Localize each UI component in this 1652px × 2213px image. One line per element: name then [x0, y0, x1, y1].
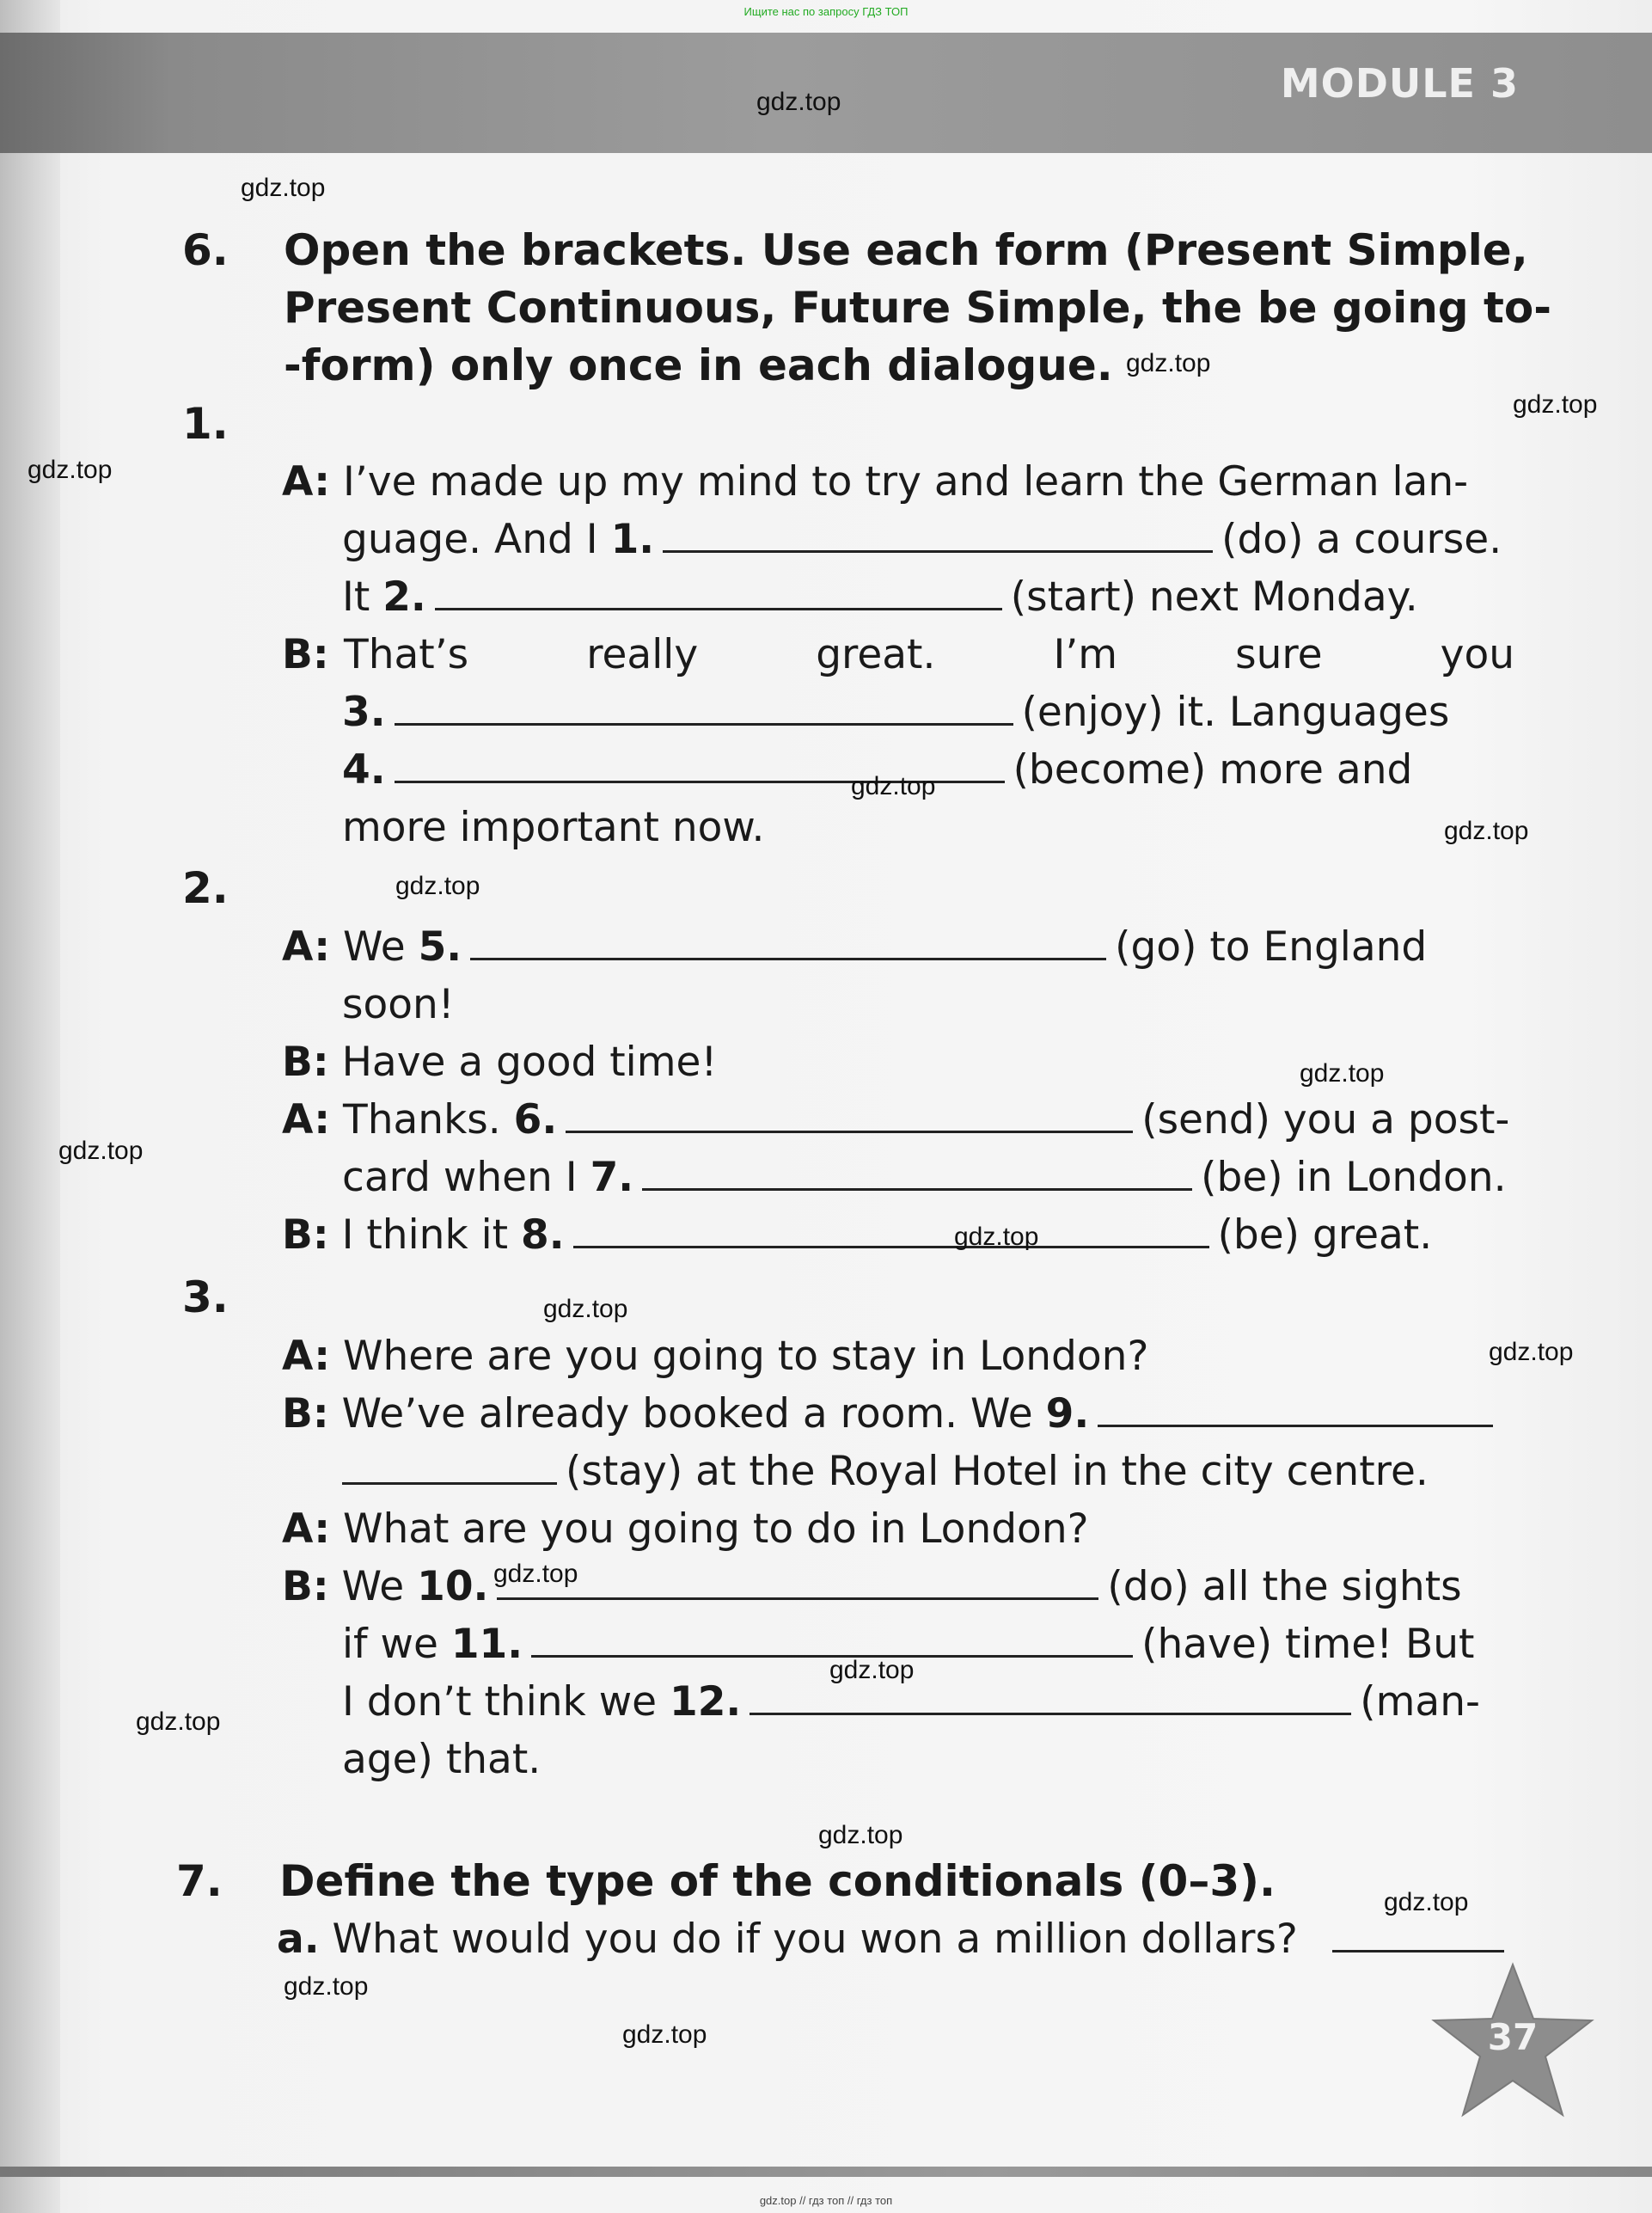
dialogue-text: Have a good time!	[341, 1039, 718, 1086]
speaker-label: B:	[282, 1211, 329, 1259]
watermark: gdz.top	[756, 88, 841, 116]
bottom-note: gdz.top // гдз топ // гдз топ	[759, 2194, 893, 2207]
dialogue-3-number: 3.	[182, 1272, 229, 1322]
dialogue-1-line-2	[342, 511, 1502, 568]
answer-blank-8[interactable]	[573, 1215, 1209, 1248]
dialogue-2-line-1	[282, 918, 1427, 976]
dialogue-text: It	[342, 573, 383, 621]
dialogue-text: I’ve made up my mind to try and learn the German lan-	[343, 458, 1469, 506]
task-6-instruction-line-3: -form) only once in each dialogue.	[284, 340, 1113, 390]
speaker-label: B:	[282, 1563, 329, 1610]
speaker-label: A:	[282, 1333, 331, 1380]
watermark: gdz.top	[28, 456, 113, 484]
watermark: gdz.top	[493, 1560, 578, 1588]
watermark: gdz.top	[543, 1295, 628, 1323]
speaker-label: B:	[282, 1039, 329, 1086]
question-text: What would you do if you won a million dollars?	[332, 1916, 1298, 1963]
gap-number: 11.	[450, 1621, 523, 1668]
dialogue-text: (man-	[1360, 1678, 1480, 1726]
dialogue-text: (become) more and	[1013, 746, 1413, 794]
answer-blank-5[interactable]	[470, 927, 1106, 960]
answer-blank-12[interactable]	[750, 1682, 1351, 1715]
gap-number: 4.	[342, 746, 386, 794]
dialogue-2-line-3	[282, 1033, 717, 1091]
answer-blank-3[interactable]	[395, 692, 1013, 726]
speaker-label: A:	[282, 923, 331, 971]
dialogue-text: We’ve already booked a room. We	[341, 1390, 1046, 1438]
gap-number: 12.	[670, 1678, 742, 1726]
module-title: MODULE 3	[1280, 60, 1519, 107]
dialogue-1-number: 1.	[182, 399, 229, 449]
gap-number: 5.	[418, 923, 462, 971]
answer-blank-11[interactable]	[531, 1624, 1133, 1658]
answer-blank-9-part-1[interactable]	[1098, 1394, 1493, 1427]
gap-number: 3.	[342, 689, 386, 736]
dialogue-text: (stay) at the Royal Hotel in the city centre.	[566, 1448, 1429, 1495]
dialogue-text: (have) time! But	[1141, 1621, 1475, 1668]
speaker-label: A:	[282, 1096, 331, 1143]
dialogue-word: I’m	[1053, 631, 1118, 678]
watermark: gdz.top	[1300, 1059, 1385, 1088]
gap-number: 2.	[382, 573, 426, 621]
dialogue-word: sure	[1235, 631, 1323, 678]
speaker-label: B:	[282, 1390, 329, 1438]
task-7-item-a	[277, 1910, 1513, 1968]
watermark: gdz.top	[1384, 1888, 1469, 1916]
speaker-label: A:	[282, 458, 331, 506]
watermark: gdz.top	[136, 1707, 221, 1736]
gap-number: 10.	[417, 1563, 489, 1610]
gap-number: 6.	[513, 1096, 558, 1143]
watermark: gdz.top	[829, 1656, 915, 1684]
dialogue-text: I think it	[341, 1211, 522, 1259]
task-6-number: 6.	[182, 225, 229, 275]
dialogue-text: (be) in London.	[1201, 1154, 1507, 1201]
task-7-number: 7.	[176, 1856, 223, 1906]
answer-blank-9-part-2[interactable]	[342, 1451, 557, 1485]
dialogue-text: (do) a course.	[1221, 516, 1502, 563]
dialogue-2-line-2: soon!	[342, 981, 455, 1028]
dialogue-3-line-3	[342, 1443, 1429, 1500]
gap-number: 1.	[610, 516, 655, 563]
watermark: gdz.top	[58, 1137, 144, 1165]
watermark: gdz.top	[851, 772, 936, 800]
dialogue-text: card when I	[342, 1154, 590, 1201]
task-7-heading: Define the type of the conditionals (0–3).	[279, 1856, 1276, 1906]
answer-blank-10[interactable]	[497, 1566, 1098, 1600]
dialogue-text: (go) to England	[1115, 923, 1428, 971]
dialogue-3-line-1	[282, 1327, 1148, 1385]
task-6-instruction-line-1: Open the brackets. Use each form (Present Simple,	[284, 225, 1528, 275]
task-6-instruction-line-2: Present Continuous, Future Simple, the be going to-	[284, 283, 1551, 333]
dialogue-text: (be) great.	[1217, 1211, 1433, 1259]
gap-number: 8.	[521, 1211, 565, 1259]
speaker-label: A:	[282, 1505, 331, 1553]
top-note: Ищите нас по запросу ГДЗ ТОП	[743, 5, 909, 18]
dialogue-text: What are you going to do in London?	[343, 1505, 1089, 1553]
dialogue-3-line-2	[282, 1385, 1502, 1443]
dialogue-text: Thanks.	[343, 1096, 514, 1143]
dialogue-text: We	[343, 923, 419, 971]
watermark: gdz.top	[1489, 1338, 1574, 1366]
watermark: gdz.top	[1513, 390, 1598, 419]
dialogue-word: really	[586, 631, 699, 678]
dialogue-1-line-7: more important now.	[342, 804, 765, 851]
dialogue-1-line-4	[282, 626, 329, 684]
dialogue-2-line-5	[342, 1149, 1507, 1206]
watermark: gdz.top	[1126, 349, 1211, 377]
dialogue-word: great.	[816, 631, 936, 678]
dialogue-2-line-6	[282, 1206, 1432, 1264]
dialogue-text: (do) all the sights	[1107, 1563, 1462, 1610]
watermark: gdz.top	[395, 872, 480, 900]
dialogue-1-line-3	[342, 568, 1418, 626]
item-label: a.	[277, 1916, 320, 1963]
dialogue-1-line-1	[282, 453, 1468, 511]
watermark: gdz.top	[241, 174, 326, 202]
gap-number: 7.	[590, 1154, 634, 1201]
watermark: gdz.top	[818, 1821, 903, 1849]
watermark: gdz.top	[1444, 817, 1529, 845]
dialogue-word: That’s	[344, 631, 469, 678]
watermark: gdz.top	[954, 1223, 1039, 1251]
dialogue-3-line-4	[282, 1500, 1089, 1558]
dialogue-1-line-4-justified	[344, 626, 1514, 684]
answer-blank-2[interactable]	[435, 577, 1002, 610]
answer-blank-1[interactable]	[663, 519, 1213, 553]
page-number: 37	[1487, 2016, 1539, 2058]
answer-blank-a[interactable]	[1332, 1919, 1504, 1952]
dialogue-2-line-4	[282, 1091, 1509, 1149]
watermark: gdz.top	[284, 1972, 369, 2001]
dialogue-1-line-5	[342, 684, 1449, 741]
dialogue-3-line-5	[282, 1558, 1462, 1615]
dialogue-3-line-8: age) that.	[342, 1736, 541, 1783]
gap-number: 9.	[1045, 1390, 1090, 1438]
dialogue-text: (start) next Monday.	[1010, 573, 1418, 621]
dialogue-2-number: 2.	[182, 863, 229, 913]
footer-divider	[0, 2167, 1652, 2177]
answer-blank-6[interactable]	[566, 1100, 1133, 1133]
dialogue-text: if we	[342, 1621, 451, 1668]
speaker-label: B:	[282, 631, 329, 678]
dialogue-text: guage. And I	[342, 516, 611, 563]
dialogue-text: (enjoy) it. Languages	[1021, 689, 1450, 736]
watermark: gdz.top	[622, 2020, 707, 2049]
answer-blank-7[interactable]	[642, 1157, 1192, 1191]
dialogue-text: (send) you a post-	[1141, 1096, 1510, 1143]
dialogue-text: Where are you going to stay in London?	[343, 1333, 1149, 1380]
dialogue-text: I don’t think we	[342, 1678, 670, 1726]
dialogue-text: We	[341, 1563, 418, 1610]
dialogue-word: you	[1440, 631, 1514, 678]
